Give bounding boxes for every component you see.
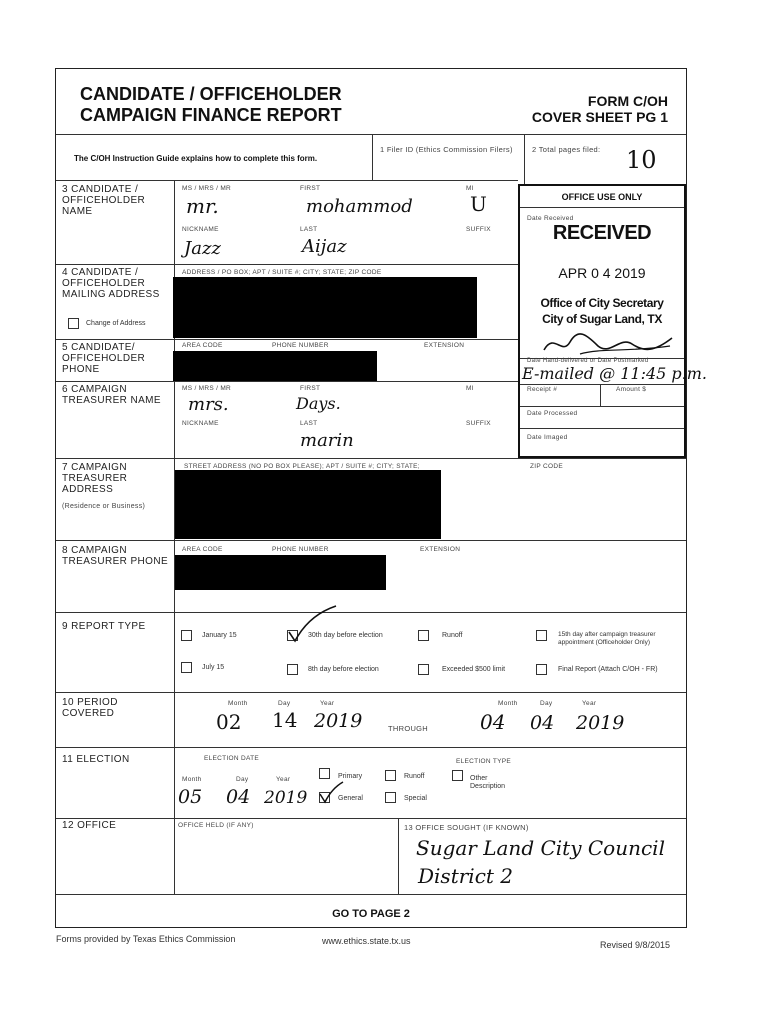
- candidate-first[interactable]: mohammod: [306, 196, 413, 217]
- footer-revised: Revised 9/8/2015: [600, 940, 671, 950]
- section-8-label: 8 CAMPAIGN TREASURER PHONE: [62, 545, 169, 567]
- prefix-label: MS / MRS / MR: [182, 185, 232, 192]
- election-day[interactable]: 04: [226, 786, 251, 808]
- total-pages-label: 2 Total pages filed:: [532, 145, 601, 154]
- through-label: THROUGH: [388, 724, 429, 733]
- mi-label: MI: [466, 185, 474, 192]
- redacted-treasurer-phone: [175, 555, 386, 590]
- mi-label: MI: [466, 385, 474, 392]
- office-sought-line1[interactable]: Sugar Land City Council: [416, 836, 665, 860]
- nickname-label: NICKNAME: [182, 420, 219, 427]
- general-label: General: [338, 795, 363, 802]
- election-year[interactable]: 2019: [264, 788, 308, 808]
- rule: [372, 134, 373, 180]
- received-date-stamp: APR 0 4 2019: [558, 265, 646, 281]
- rule: [600, 384, 601, 406]
- treasurer-last[interactable]: marin: [300, 430, 354, 451]
- nickname-label: NICKNAME: [182, 226, 219, 233]
- rule: [56, 458, 686, 459]
- footer-left: Forms provided by Texas Ethics Commission: [56, 934, 236, 944]
- year-label: Year: [276, 776, 291, 783]
- section-5-label: 5 CANDIDATE/ OFFICEHOLDER PHONE: [62, 342, 146, 375]
- candidate-prefix[interactable]: mr.: [186, 194, 219, 218]
- receipt-label: Receipt #: [527, 386, 558, 393]
- treasurer-prefix[interactable]: mrs.: [188, 394, 229, 415]
- jul15-checkbox[interactable]: [181, 662, 192, 673]
- section-11-label: 11 ELECTION: [62, 754, 130, 765]
- total-pages-value[interactable]: 10: [626, 146, 657, 174]
- 8day-checkbox[interactable]: [287, 664, 298, 675]
- date-received-label: Date Received: [527, 215, 574, 222]
- residence-label: (Residence or Business): [62, 503, 146, 510]
- primary-checkbox[interactable]: [319, 768, 330, 779]
- office-sought-label: 13 OFFICE SOUGHT (IF KNOWN): [404, 823, 529, 832]
- form-title-line2: CAMPAIGN FINANCE REPORT: [80, 105, 342, 125]
- footer-url[interactable]: www.ethics.state.tx.us: [322, 936, 411, 946]
- office-sought-line2[interactable]: District 2: [418, 864, 514, 888]
- address-labels: ADDRESS / PO BOX; APT / SUITE #; CITY; STATE; ZIP CODE: [182, 269, 382, 276]
- jan15-label: January 15: [202, 632, 237, 639]
- redacted-treasurer-address: [175, 470, 441, 539]
- hand-delivered-label: Date Hand-delivered or Date Postmarked: [527, 358, 649, 364]
- rule: [520, 207, 684, 208]
- change-address-label: Change of Address: [86, 320, 146, 327]
- office-use-title: OFFICE USE ONLY: [561, 192, 643, 202]
- rule: [56, 134, 686, 135]
- suffix-label: SUFFIX: [466, 226, 491, 233]
- rule: [56, 692, 686, 693]
- other-checkbox[interactable]: [452, 770, 463, 781]
- month-label: Month: [498, 700, 518, 707]
- day-label: Day: [278, 700, 291, 707]
- 30day-label: 30th day before election: [308, 632, 383, 639]
- year-label: Year: [582, 700, 597, 707]
- area-code-label: AREA CODE: [182, 546, 223, 553]
- day-label: Day: [236, 776, 249, 783]
- election-date-label: ELECTION DATE: [204, 755, 260, 762]
- rule: [520, 428, 684, 429]
- final-report-checkbox[interactable]: [536, 664, 547, 675]
- section-10-label: 10 PERIOD COVERED: [62, 697, 118, 719]
- runoff-election-checkbox[interactable]: [385, 770, 396, 781]
- office-held-label: OFFICE HELD (IF ANY): [178, 822, 254, 829]
- jan15-checkbox[interactable]: [181, 630, 192, 641]
- election-type-label: ELECTION TYPE: [456, 758, 512, 765]
- redacted-address: [173, 277, 477, 338]
- extension-label: EXTENSION: [424, 342, 465, 349]
- candidate-mi[interactable]: U: [470, 192, 487, 216]
- section-9-label: 9 REPORT TYPE: [62, 621, 146, 632]
- runoff-checkbox[interactable]: [418, 630, 429, 641]
- election-month[interactable]: 05: [178, 786, 203, 808]
- processed-label: Date Processed: [527, 410, 578, 417]
- section-4-label: 4 CANDIDATE / OFFICEHOLDER MAILING ADDRESS: [62, 267, 160, 300]
- jul15-label: July 15: [202, 664, 225, 671]
- office-stamp-line2: City of Sugar Land, TX: [542, 312, 662, 326]
- exceeded-checkbox[interactable]: [418, 664, 429, 675]
- rule: [56, 180, 518, 181]
- rule: [56, 540, 686, 541]
- rule: [56, 747, 686, 748]
- special-checkbox[interactable]: [385, 792, 396, 803]
- received-stamp: RECEIVED: [552, 222, 652, 244]
- month-label: Month: [182, 776, 202, 783]
- runoff-election-label: Runoff: [404, 773, 425, 780]
- go-to-page-2: GO TO PAGE 2: [332, 908, 410, 920]
- period-to-year[interactable]: 2019: [576, 712, 625, 734]
- signature-scribble: [540, 330, 680, 358]
- year-label: Year: [320, 700, 335, 707]
- street-labels: STREET ADDRESS (NO PO BOX PLEASE); APT / SUITE #; CITY; STATE;: [184, 463, 420, 470]
- form-cover-sheet: COVER SHEET PG 1: [531, 109, 668, 125]
- 8day-label: 8th day before election: [308, 666, 379, 673]
- other-label: Other Description: [470, 775, 506, 790]
- form-title-line1: CANDIDATE / OFFICEHOLDER: [80, 84, 342, 104]
- treasurer-first[interactable]: Days.: [296, 394, 341, 413]
- candidate-last[interactable]: Aijaz: [302, 236, 347, 257]
- phone-label: PHONE NUMBER: [272, 342, 329, 349]
- period-to-day[interactable]: 04: [530, 712, 555, 734]
- final-report-label: Final Report (Attach C/OH - FR): [558, 666, 658, 673]
- rule: [56, 264, 518, 265]
- special-label: Special: [404, 795, 427, 802]
- section-6-label: 6 CAMPAIGN TREASURER NAME: [62, 384, 161, 406]
- form-id: FORM C/OH: [587, 93, 668, 109]
- office-stamp-line1: Office of City Secretary: [540, 296, 664, 310]
- section-12-label: 12 OFFICE: [62, 820, 117, 831]
- primary-label: Primary: [338, 773, 363, 780]
- rule: [398, 818, 399, 894]
- emailed-note: E-mailed @ 11:45 p.m.: [522, 364, 707, 383]
- phone-label: PHONE NUMBER: [272, 546, 329, 553]
- filer-id-label: 1 Filer ID (Ethics Commission Filers): [380, 145, 513, 154]
- exceeded-label: Exceeded $500 limit: [442, 666, 506, 673]
- runoff-label: Runoff: [442, 632, 463, 639]
- prefix-label: MS / MRS / MR: [182, 385, 232, 392]
- rule: [524, 134, 525, 184]
- zip-label: ZIP CODE: [530, 463, 563, 470]
- section-3-label: 3 CANDIDATE / OFFICEHOLDER NAME: [62, 184, 146, 217]
- rule: [56, 612, 686, 613]
- suffix-label: SUFFIX: [466, 420, 491, 427]
- rule: [520, 384, 684, 385]
- rule: [56, 894, 686, 895]
- candidate-nickname[interactable]: Jazz: [184, 238, 221, 259]
- day-label: Day: [540, 700, 553, 707]
- rule: [56, 381, 518, 382]
- rule: [56, 339, 518, 340]
- extension-label: EXTENSION: [420, 546, 461, 553]
- amount-label: Amount $: [616, 386, 647, 393]
- rule: [520, 406, 684, 407]
- area-code-label: AREA CODE: [182, 342, 223, 349]
- first-label: FIRST: [300, 185, 321, 192]
- change-address-checkbox[interactable]: [68, 318, 79, 329]
- 15day-checkbox[interactable]: [536, 630, 547, 641]
- period-from-year[interactable]: 2019: [314, 710, 363, 732]
- first-label: FIRST: [300, 385, 321, 392]
- last-label: LAST: [300, 420, 318, 427]
- instruction-text: The C/OH Instruction Guide explains how to complete this form.: [74, 154, 318, 163]
- redacted-phone: [173, 351, 377, 381]
- imaged-label: Date Imaged: [527, 434, 568, 441]
- section-7-label: 7 CAMPAIGN TREASURER ADDRESS: [62, 462, 128, 495]
- period-from-month[interactable]: 02: [216, 710, 242, 734]
- month-label: Month: [228, 700, 248, 707]
- period-from-day[interactable]: 14: [272, 708, 298, 732]
- 15day-label: 15th day after campaign treasurer appointment (Officeholder Only): [558, 631, 656, 646]
- rule: [56, 818, 686, 819]
- last-label: LAST: [300, 226, 318, 233]
- period-to-month[interactable]: 04: [480, 710, 506, 734]
